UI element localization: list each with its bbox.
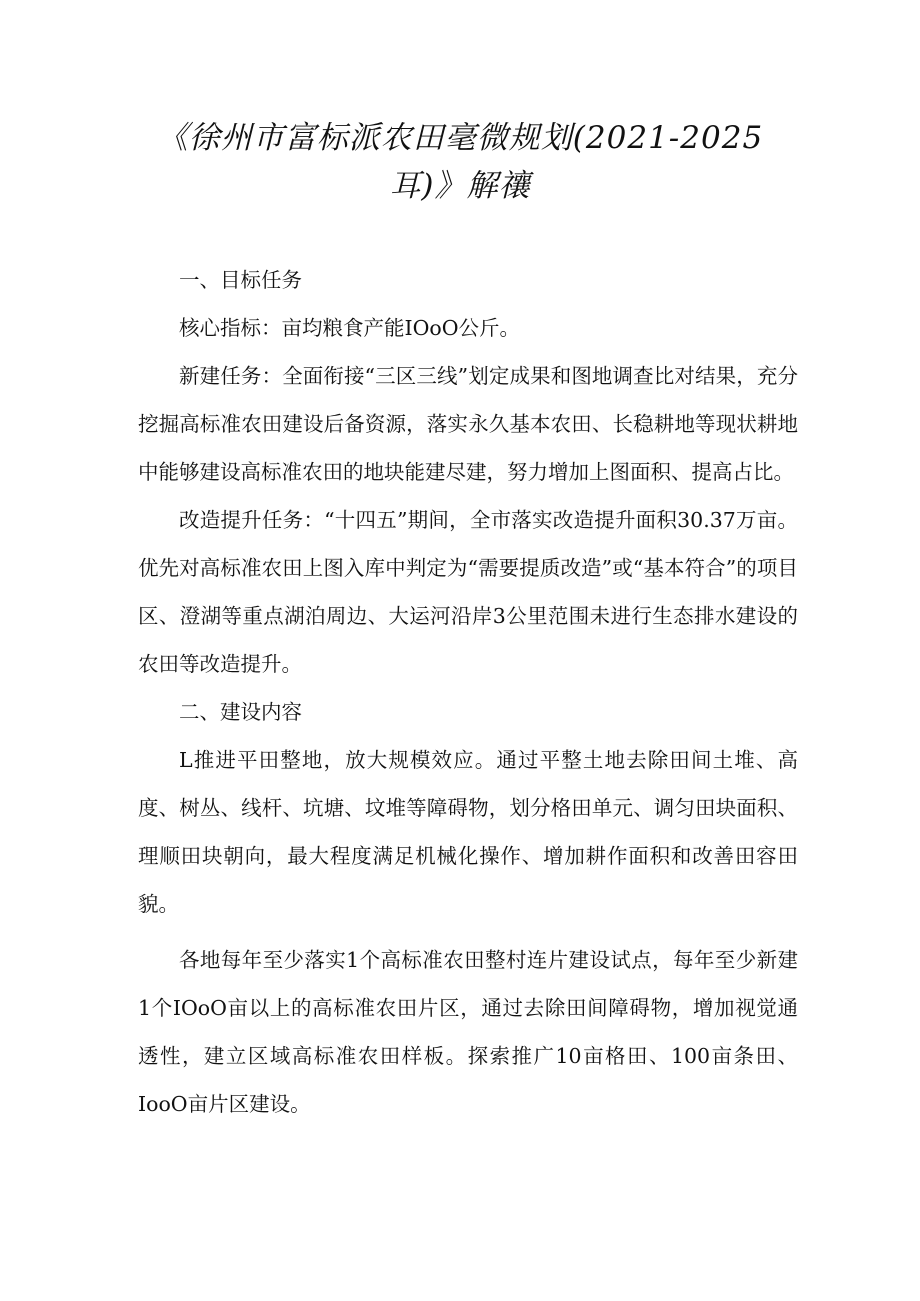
paragraph-new-construction: 新建任务：全面衔接“三区三线”划定成果和图地调查比对结果，充分挖掘高标准农田建设后备资源，落实永久基本农田、长稳耕地等现状耕地中能够建设高标准农田的地块能建尽建，努力增加上图面积、提高占比。 — [138, 364, 798, 484]
paragraph-pilot-areas: 各地每年至少落实1个高标准农田整村连片建设试点，每年至少新建1个IOoO亩以上的高标准农田片区，通过去除田间障碍物，增加视觉通透性，建立区域高标准农田样板。探索推广10亩格田、100亩条田、IooO亩片区建设。 — [138, 948, 798, 1116]
paragraph-core-indicator: 核心指标：亩均粮食产能IOoO公斤。 — [179, 316, 521, 340]
paragraph-land-leveling: L推进平田整地，放大规模效应。通过平整土地去除田间土堆、高度、树丛、线杆、坑塘、坟堆等障碍物，划分格田单元、调匀田块面积、理顺田块朝向，最大程度满足机械化操作、增加耕作面积和改善田容田貌。 — [138, 748, 798, 916]
section-heading-content: 二、建设内容 — [179, 700, 302, 724]
document-body — [138, 256, 798, 1128]
paragraph-upgrade-tasks: 改造提升任务：“十四五”期间，全市落实改造提升面积30.37万亩。优先对高标准农田上图入库中判定为“需要提质改造”或“基本符合”的项目区、澄湖等重点湖泊周边、大运河沿岸3公里范围未进行生态排水建设的农田等改造提升。 — [138, 508, 798, 676]
document-title-line-1: 《徐州市富标派农田毫微规划(2021-2025 — [156, 120, 764, 156]
document-title-line-2: 耳)》解禳 — [389, 168, 531, 204]
section-heading-targets: 一、目标任务 — [179, 268, 302, 292]
